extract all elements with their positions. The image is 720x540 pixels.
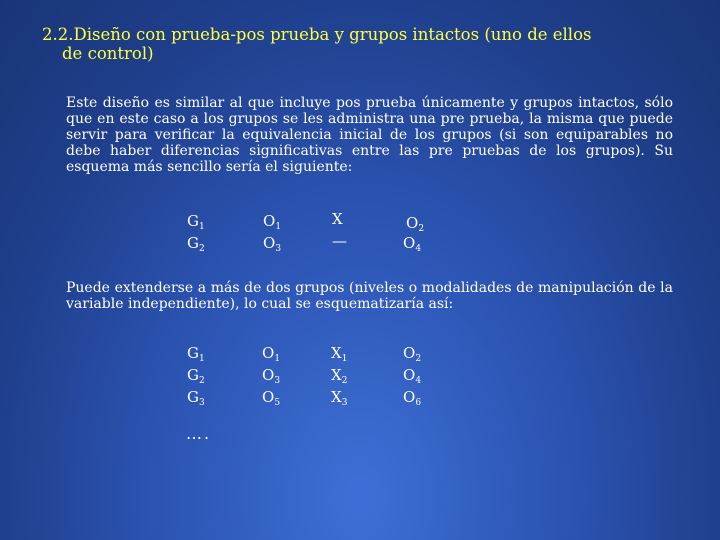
treatment-subscript: 3: [341, 398, 348, 408]
treatment-symbol: X: [331, 344, 342, 362]
posttest-symbol: O: [403, 388, 416, 406]
pretest-symbol: O: [262, 366, 275, 384]
title-line-2: de control): [62, 44, 154, 63]
posttest-subscript: 4: [415, 376, 422, 386]
pretest-subscript: 5: [274, 398, 281, 408]
group-symbol: G: [187, 344, 199, 362]
title-line-1: 2.2.Diseño con prueba-pos prueba y grupos intactos (uno de ellos: [42, 25, 592, 44]
pretest-symbol: O: [262, 344, 275, 362]
group-subscript: 2: [198, 376, 205, 386]
scheme1-pretest-cell: [263, 232, 281, 260]
posttest-symbol: O: [403, 344, 416, 362]
group-subscript: 1: [198, 354, 205, 364]
scheme1-group-cell: [187, 232, 205, 260]
posttest-subscript: 2: [415, 354, 422, 364]
group-subscript: 3: [198, 398, 205, 408]
extension-paragraph: Puede extenderse a más de dos grupos (niveles o modalidades de manipulación de la variable independiente), lo cual se esquematizaría así:: [66, 280, 673, 312]
pretest-symbol: O: [263, 212, 276, 230]
treatment-symbol: X: [332, 210, 343, 228]
slide-title: [44, 25, 684, 63]
pretest-symbol: O: [263, 234, 276, 252]
group-symbol: G: [187, 388, 199, 406]
group-subscript: 1: [198, 222, 205, 232]
group-subscript: 2: [198, 244, 205, 254]
scheme1-treatment-cell: [332, 208, 343, 230]
pretest-subscript: 1: [274, 354, 281, 364]
posttest-symbol: O: [403, 366, 416, 384]
scheme1-treatment-cell: [332, 230, 347, 252]
posttest-subscript: 6: [415, 398, 422, 408]
pretest-symbol: O: [262, 388, 275, 406]
posttest-symbol: O: [403, 234, 416, 252]
intro-paragraph: Este diseño es similar al que incluye pos prueba únicamente y grupos intactos, sólo que en este caso a los grupos se les administra una pre prueba, la misma que puede servir para verificar la equivalencia inicial de los grupos (si son equiparables no debe haber diferencias significativas entre las pre pruebas de los grupos). Su esquema más sencillo sería el siguiente:: [66, 95, 673, 175]
treatment-symbol: —: [332, 232, 347, 250]
treatment-symbol: X: [331, 388, 342, 406]
treatment-subscript: 1: [341, 354, 348, 364]
group-symbol: G: [187, 366, 199, 384]
scheme1-posttest-cell: [403, 232, 421, 260]
continuation-ellipsis: ….: [186, 424, 212, 443]
pretest-subscript: 3: [275, 244, 282, 254]
group-symbol: G: [187, 234, 199, 252]
scheme2-group-cell: [187, 386, 205, 414]
scheme2-treatment-cell: [331, 386, 347, 414]
scheme2-pretest-cell: [262, 386, 280, 414]
group-symbol: G: [187, 212, 199, 230]
pretest-subscript: 1: [275, 222, 282, 232]
treatment-symbol: X: [331, 366, 342, 384]
posttest-subscript: 2: [418, 224, 425, 234]
scheme2-posttest-cell: [403, 386, 421, 414]
pretest-subscript: 3: [274, 376, 281, 386]
posttest-subscript: 4: [415, 244, 422, 254]
treatment-subscript: 2: [341, 376, 348, 386]
posttest-symbol: O: [406, 214, 419, 232]
